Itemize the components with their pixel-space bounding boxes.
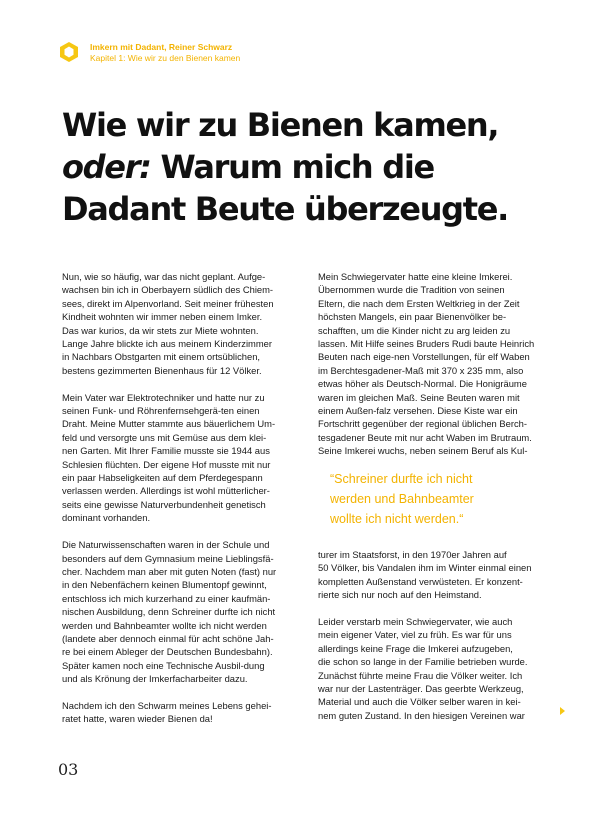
paragraph: Leider verstarb mein Schwiegervater, wie auch mein eigener Vater, viel zu früh. Es war für uns allerdings keine Frage die Imkerei aufzugeben, die schon so lange in der Familie betrieben wurde. Zunächst führte meine Frau die Völker weiter. Ich war nur der Lastenträger. Das geerbte Werkzeug, Material und auch die Völker selber waren in kei- nem guten Zustand. In den hiesigen Vereinen war <box>318 616 528 721</box>
page-number: 03 <box>58 760 79 779</box>
paragraph: Nun, wie so häufig, war das nicht geplant. Aufge- wachsen bin ich in Oberbayern südlich des Chiem- sees, direkt im Alpenvorland. Seit meiner frühesten Kindheit wohnten wir immer neben einem Imker. Das war kurios, da wir stets zur Miete wohnten. Lange Jahre blickte ich aus meinem Kinderzimmer in Nachbars Obstgarten mit einem ortsüblichen, bestens gezimmerten Bienenhaus für 12 Völker. <box>62 271 274 376</box>
book-title: Imkern mit Dadant, Reiner Schwarz <box>90 42 233 52</box>
triangle-right-icon[interactable] <box>560 707 565 715</box>
chapter-title: Kapitel 1: Wie wir zu den Bienen kamen <box>90 52 241 63</box>
paragraph: Die Naturwissenschaften waren in der Schule und besonders auf dem Gymnasium meine Lieblingsfä- cher. Nachdem man aber mit guten Noten (fast) nur in den Nebenfächern keinen Blumentopf gewinnt, entschloss ich mich kurzerhand zu einer kaufmän- nischen Ausbildung, denn Schreiner durfte ich nicht werden und Bahnbeamter wollte ich nicht werden (landete aber dennoch einmal für acht schöne Jah- re bei einem Ableger der Deutschen Bundesbahn). Später kamen noch eine Technische Ausbil-dung und als Krönung der Imkerfacharbeiter dazu. <box>62 539 277 685</box>
hexagon-icon <box>58 41 80 63</box>
right-column <box>318 270 550 471</box>
paragraph: Nachdem ich den Schwarm meines Lebens gehei- ratet hatte, waren wieder Bienen da! <box>62 699 272 725</box>
title-line-2-rest: Warum mich die <box>150 148 434 186</box>
pull-quote-text: “Schreiner durfte ich nicht werden und Bahnbeamter wollte ich nicht werden.“ <box>330 472 474 526</box>
paragraph: Mein Schwiegervater hatte eine kleine Imkerei. Übernommen wurde die Tradition von seinen Eltern, die nach dem Ersten Weltkrieg in der Zeit höchsten Mangels, ein paar Bienenvölker be- schafften, um die Kinder nicht zu arg leiden zu lassen. Mit Hilfe seines Bruders Rudi baute Heinrich Beuten nach eige-nen Vorstellungen, für elf Waben im Berchtesgadener-Maß mit 370 x 235 mm, also etwas höher als Deutsch-Normal. Die Honigräume waren im gleichen Maß. Seine Beuten waren mit einem Außen-falz versehen. Diese Kiste war ein Fortschritt gegenüber der regional üblichen Berch- tesgadener Beute mit nur acht Waben im Brutraum. Seine Imkerei wuchs, neben seinem Beruf als Kul- <box>318 271 535 457</box>
right-column-continued <box>318 548 550 736</box>
header-text <box>90 42 390 63</box>
title-line-1: Wie wir zu Bienen kamen, <box>62 106 499 144</box>
title-line-3: Dadant Beute überzeugte. <box>62 190 509 228</box>
pull-quote <box>330 469 545 529</box>
paragraph: turer im Staatsforst, in den 1970er Jahren auf 50 Völker, bis Vandalen ihm im Winter einmal einen kompletten Außenstand verwüsteten. Er konzent- rierte sich nur noch auf den Heimstand. <box>318 549 532 601</box>
page-title <box>62 104 562 230</box>
title-oder: oder: <box>62 148 151 186</box>
left-column <box>62 270 294 739</box>
title-line-2 <box>62 146 434 188</box>
paragraph: Mein Vater war Elektrotechniker und hatte nur zu seinen Funk- und Röhrenfernsehgerä-ten einen Draht. Meine Mutter stammte aus bäuerlichem Um- feld und versorgte uns mit Gemüse aus dem klei- nen Garten. Mit Ihrer Familie musste sie 1944 aus Schlesien flüchten. Der eigene Hof musste mit nur ein paar Habseligkeiten auf dem Pferdegespann verlassen werden. Allerdings ist wohl mütterlicher- seits eine gewisse Naturverbundenheit genetisch dominant vorhanden. <box>62 391 276 524</box>
